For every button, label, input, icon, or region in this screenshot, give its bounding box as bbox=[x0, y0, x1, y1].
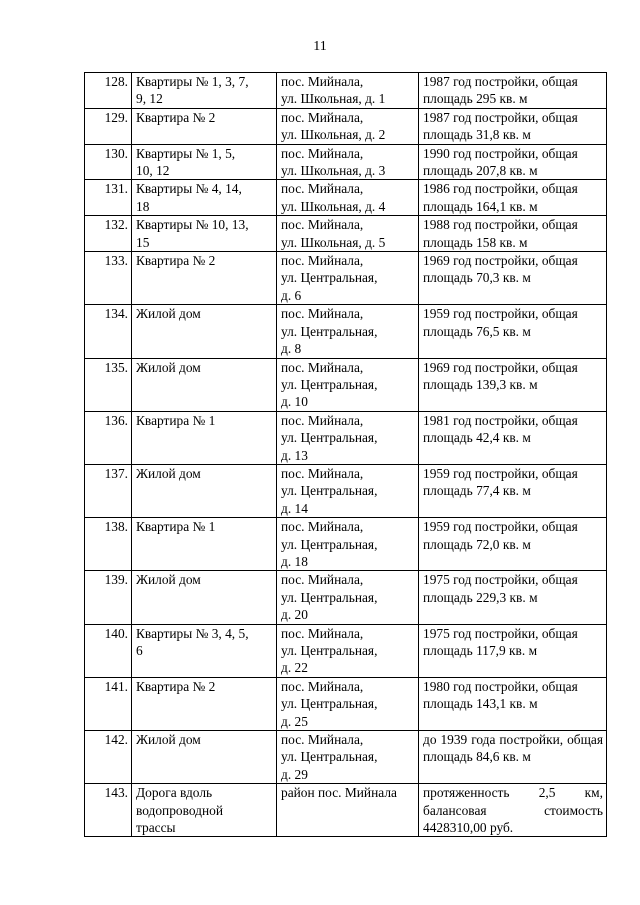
item-number-cell: 129. bbox=[85, 108, 132, 144]
description-cell: 1969 год постройки, общая площадь 139,3 кв. м bbox=[419, 358, 607, 411]
address-cell: пос. Мийнала, ул. Центральная, д. 10 bbox=[277, 358, 419, 411]
object-name-cell: Жилой дом bbox=[132, 731, 277, 784]
description-cell: до 1939 года постройки, общая площадь 84,6 кв. м bbox=[419, 731, 607, 784]
object-name-cell: Жилой дом bbox=[132, 571, 277, 624]
table-body bbox=[85, 73, 607, 837]
object-name-cell: Жилой дом bbox=[132, 358, 277, 411]
page-number: 11 bbox=[313, 39, 327, 54]
description-cell: 1959 год постройки, общая площадь 72,0 кв. м bbox=[419, 518, 607, 571]
address-cell: пос. Мийнала, ул. Школьная, д. 4 bbox=[277, 180, 419, 216]
address-cell: пос. Мийнала, ул. Школьная, д. 1 bbox=[277, 73, 419, 109]
item-number-cell: 131. bbox=[85, 180, 132, 216]
object-name-cell: Квартира № 1 bbox=[132, 411, 277, 464]
table-row bbox=[85, 411, 607, 464]
table-row bbox=[85, 464, 607, 517]
table-row bbox=[85, 731, 607, 784]
object-name-cell: Квартиры № 1, 5, 10, 12 bbox=[132, 144, 277, 180]
item-number-cell: 143. bbox=[85, 784, 132, 837]
item-number-cell: 132. bbox=[85, 216, 132, 252]
object-name-cell: Дорога вдоль водопроводной трассы bbox=[132, 784, 277, 837]
property-registry-table bbox=[84, 72, 607, 837]
object-name-cell: Квартира № 2 bbox=[132, 108, 277, 144]
object-name-cell: Квартиры № 3, 4, 5, 6 bbox=[132, 624, 277, 677]
description-cell: 1959 год постройки, общая площадь 76,5 кв. м bbox=[419, 305, 607, 358]
item-number-cell: 134. bbox=[85, 305, 132, 358]
item-number-cell: 128. bbox=[85, 73, 132, 109]
description-cell: 1986 год постройки, общая площадь 164,1 кв. м bbox=[419, 180, 607, 216]
address-cell: пос. Мийнала, ул. Школьная, д. 3 bbox=[277, 144, 419, 180]
description-cell: 1975 год постройки, общая площадь 117,9 кв. м bbox=[419, 624, 607, 677]
item-number-cell: 138. bbox=[85, 518, 132, 571]
object-name-cell: Жилой дом bbox=[132, 305, 277, 358]
table-row bbox=[85, 108, 607, 144]
description-cell: 1975 год постройки, общая площадь 229,3 кв. м bbox=[419, 571, 607, 624]
address-cell: пос. Мийнала, ул. Центральная, д. 8 bbox=[277, 305, 419, 358]
table-row bbox=[85, 216, 607, 252]
item-number-cell: 137. bbox=[85, 464, 132, 517]
address-cell: пос. Мийнала, ул. Центральная, д. 18 bbox=[277, 518, 419, 571]
description-cell: 1959 год постройки, общая площадь 77,4 кв. м bbox=[419, 464, 607, 517]
address-cell: пос. Мийнала, ул. Центральная, д. 14 bbox=[277, 464, 419, 517]
item-number-cell: 142. bbox=[85, 731, 132, 784]
address-cell: пос. Мийнала, ул. Центральная, д. 29 bbox=[277, 731, 419, 784]
address-cell: пос. Мийнала, ул. Центральная, д. 25 bbox=[277, 677, 419, 730]
object-name-cell: Квартиры № 10, 13, 15 bbox=[132, 216, 277, 252]
description-cell: протяженность 2,5 км, балансовая стоимость 4428310,00 руб. bbox=[419, 784, 607, 837]
item-number-cell: 140. bbox=[85, 624, 132, 677]
table-row bbox=[85, 624, 607, 677]
description-cell: 1969 год постройки, общая площадь 70,3 кв. м bbox=[419, 252, 607, 305]
table-row bbox=[85, 144, 607, 180]
item-number-cell: 141. bbox=[85, 677, 132, 730]
table-row bbox=[85, 784, 607, 837]
table-row bbox=[85, 73, 607, 109]
address-cell: пос. Мийнала, ул. Центральная, д. 22 bbox=[277, 624, 419, 677]
table-row bbox=[85, 358, 607, 411]
item-number-cell: 136. bbox=[85, 411, 132, 464]
object-name-cell: Квартиры № 1, 3, 7, 9, 12 bbox=[132, 73, 277, 109]
object-name-cell: Квартира № 2 bbox=[132, 677, 277, 730]
item-number-cell: 130. bbox=[85, 144, 132, 180]
table-row bbox=[85, 305, 607, 358]
address-cell: пос. Мийнала, ул. Центральная, д. 6 bbox=[277, 252, 419, 305]
object-name-cell: Квартира № 2 bbox=[132, 252, 277, 305]
item-number-cell: 135. bbox=[85, 358, 132, 411]
item-number-cell: 139. bbox=[85, 571, 132, 624]
description-cell: 1990 год постройки, общая площадь 207,8 кв. м bbox=[419, 144, 607, 180]
object-name-cell: Квартира № 1 bbox=[132, 518, 277, 571]
item-number-cell: 133. bbox=[85, 252, 132, 305]
table-row bbox=[85, 677, 607, 730]
address-cell: пос. Мийнала, ул. Школьная, д. 5 bbox=[277, 216, 419, 252]
table-row bbox=[85, 180, 607, 216]
address-cell: район пос. Мийнала bbox=[277, 784, 419, 837]
address-cell: пос. Мийнала, ул. Школьная, д. 2 bbox=[277, 108, 419, 144]
description-cell: 1981 год постройки, общая площадь 42,4 кв. м bbox=[419, 411, 607, 464]
description-cell: 1987 год постройки, общая площадь 295 кв. м bbox=[419, 73, 607, 109]
table-row bbox=[85, 252, 607, 305]
description-cell: 1988 год постройки, общая площадь 158 кв. м bbox=[419, 216, 607, 252]
table-row bbox=[85, 518, 607, 571]
description-cell: 1987 год постройки, общая площадь 31,8 кв. м bbox=[419, 108, 607, 144]
description-cell: 1980 год постройки, общая площадь 143,1 кв. м bbox=[419, 677, 607, 730]
address-cell: пос. Мийнала, ул. Центральная, д. 13 bbox=[277, 411, 419, 464]
object-name-cell: Квартиры № 4, 14, 18 bbox=[132, 180, 277, 216]
table-row bbox=[85, 571, 607, 624]
address-cell: пос. Мийнала, ул. Центральная, д. 20 bbox=[277, 571, 419, 624]
object-name-cell: Жилой дом bbox=[132, 464, 277, 517]
